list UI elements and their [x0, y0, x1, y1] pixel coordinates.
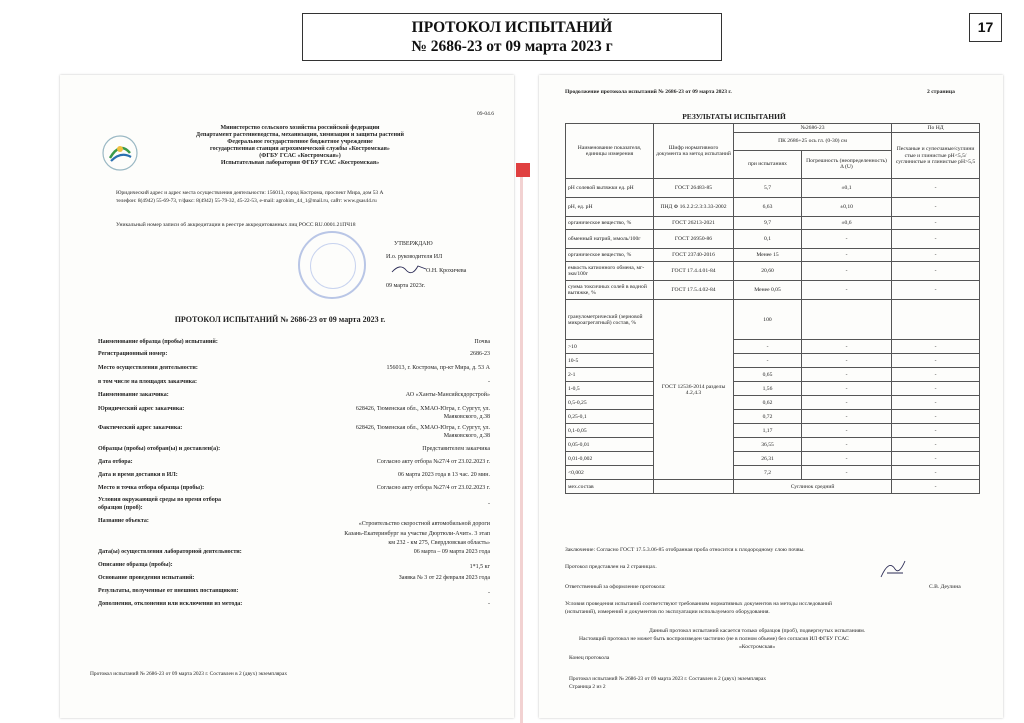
approve-position: И.о. руководителя ИЛ — [386, 254, 443, 260]
table-row — [566, 452, 980, 466]
red-accent-line — [520, 177, 523, 723]
cell-error: - — [802, 466, 892, 480]
page1-footer: Протокол испытаний № 2686-23 от 09 марта 2023 г. Составлен в 2 (двух) экземплярах — [90, 671, 288, 677]
cell-name: 10-5 — [566, 354, 654, 368]
cell-norm: - — [892, 466, 980, 480]
results-title: РЕЗУЛЬТАТЫ ИСПЫТАНИЙ — [682, 112, 786, 121]
cell-norm: - — [892, 438, 980, 452]
page2-footer: Протокол испытаний № 2686-23 от 09 марта 2023 г. Составлен в 2 (двух) экземплярах — [569, 676, 767, 682]
field-value: Заявка № 3 от 22 февраля 2023 года — [398, 575, 490, 581]
cell-name: органическое вещество, % — [566, 217, 654, 230]
cell-error: ±0,6 — [802, 217, 892, 230]
cell-result: - — [734, 354, 802, 368]
cell-name: 1-0,5 — [566, 382, 654, 396]
responsible-signature-icon — [875, 555, 911, 583]
th-result: при испытаниях — [734, 150, 802, 179]
continuation-header: Продолжение протокола испытаний № 2686-23 от 09 марта 2023 г. — [565, 89, 732, 95]
cell-norm: - — [892, 382, 980, 396]
field-value: АО «Ханты-Мансийскдорстрой» — [405, 392, 490, 398]
cell-result: 0,62 — [734, 396, 802, 410]
slide-title-line2: № 2686-23 от 09 марта 2023 г — [411, 38, 613, 55]
org-line-6: Испытательная лаборатория ФГБУ ГСАС «Костромская» — [220, 160, 380, 166]
table-row — [566, 480, 980, 494]
table-row — [566, 300, 980, 340]
field-value: Согласно акту отбора №27/4 от 23.02.2023 г. — [376, 459, 490, 465]
table-header-row — [566, 124, 980, 133]
cell-result: 7,2 — [734, 466, 802, 480]
table-row — [566, 368, 980, 382]
form-code: 09-04.6 — [477, 111, 494, 117]
cell-error: - — [802, 368, 892, 382]
field-label: Регистрационный номер: — [98, 351, 168, 357]
field-label: Дата и время доставки в ИЛ: — [98, 472, 178, 478]
field-label: Юридический адрес заказчика: — [98, 406, 185, 412]
page2-page-count: Страница 2 из 2 — [569, 684, 606, 690]
field-label: Место осуществления деятельности: — [98, 365, 198, 371]
field-value: - — [488, 501, 490, 507]
cell-method: ПНД Ф 16.2.2:2.3:3.33-2002 — [654, 198, 734, 217]
cell-name: 2-1 — [566, 368, 654, 382]
protocol-page-2 — [539, 75, 1003, 718]
field-value: 06 марта – 09 марта 2023 года — [413, 549, 490, 555]
cell-norm — [892, 300, 980, 340]
field-label: Название объекта: — [98, 518, 149, 524]
cell-norm: - — [892, 249, 980, 262]
approve-date: 09 марта 2023г. — [386, 283, 425, 289]
field-label: Основание проведения испытаний: — [98, 575, 195, 581]
cell-name: 0,5-0,25 — [566, 396, 654, 410]
table-row — [566, 354, 980, 368]
table-row — [566, 198, 980, 217]
cell-norm: - — [892, 281, 980, 300]
cell-name: <0,002 — [566, 466, 654, 480]
table-row — [566, 217, 980, 230]
cell-error: ±0,10 — [802, 198, 892, 217]
table-row — [566, 438, 980, 452]
field-value: 1*1,5 кг — [469, 564, 490, 570]
field-label: Место и точка отбора образца (пробы): — [98, 485, 205, 491]
cell-name: 0,05-0,01 — [566, 438, 654, 452]
cell-result: 1,56 — [734, 382, 802, 396]
cell-error: - — [802, 262, 892, 281]
cell-error: - — [802, 249, 892, 262]
cell-error: ±0,1 — [802, 179, 892, 198]
table-row — [566, 249, 980, 262]
th-method: Шифр нормативного документа на метод испытаний — [654, 124, 734, 179]
th-norm: Песчаные и супесчаные/суглини стые и глинистые pH<5,5/суглинистые и глинистые pH>5,5 — [892, 133, 980, 179]
field-label: Дата отбора: — [98, 459, 133, 465]
table-row — [566, 230, 980, 249]
conditions-line-1: Условия проведения испытаний соответствуют требованиям нормативных документов на методы исследований — [565, 601, 832, 607]
cell-norm: - — [892, 396, 980, 410]
cell-name: обменный натрий, ммоль/100г — [566, 230, 654, 249]
table-row — [566, 396, 980, 410]
cell-norm: - — [892, 262, 980, 281]
cell-error: - — [802, 396, 892, 410]
cell-error: - — [802, 230, 892, 249]
cell-error — [802, 300, 892, 340]
field-value-cont: Казань-Екатеринбург на участке Дюртюли-Ачит». 3 этап — [344, 531, 490, 537]
cell-norm: - — [892, 480, 980, 494]
cell-name: pH солевой вытяжки ед. pH — [566, 179, 654, 198]
cell-result: 36,55 — [734, 438, 802, 452]
cell-name: 0,01-0,002 — [566, 452, 654, 466]
cell-result: 26,31 — [734, 452, 802, 466]
field-value-cont: Маяковского, д.38 — [443, 433, 490, 439]
page-label: 2 страница — [927, 89, 955, 95]
cell-error: - — [802, 410, 892, 424]
cell-name: сумма токсичных солей в водной вытяжке, % — [566, 281, 654, 300]
cell-name: мех.состав — [566, 480, 654, 494]
cell-name: органическое вещество, % — [566, 249, 654, 262]
field-label: Результаты, полученные от внешних поставщиков: — [98, 588, 239, 594]
cell-result: 0,1 — [734, 230, 802, 249]
cell-norm: - — [892, 424, 980, 438]
field-value: «Строительство скоростной автомобильной дороги — [358, 521, 490, 527]
cell-error: - — [802, 424, 892, 438]
agro-emblem-icon — [100, 133, 140, 173]
protocol-page-1 — [60, 75, 514, 718]
field-value: Представителем заказчика — [422, 446, 490, 452]
cell-norm: - — [892, 179, 980, 198]
cell-method: ГОСТ 17.5.4.02-84 — [654, 281, 734, 300]
field-label: Образцы (пробы) отобран(ы) и доставлен(а): — [98, 446, 221, 452]
org-line-1: Министерство сельского хозяйства российской федерации — [220, 125, 380, 131]
cell-name: pH, ед. pH — [566, 198, 654, 217]
cell-result: 0,72 — [734, 410, 802, 424]
responsible-label: Ответственный за оформление протокола: — [565, 584, 666, 590]
th-norm-group: По НД — [892, 124, 980, 133]
legal-address: Юридический адрес и адрес места осуществления деятельности: 156013, город Кострома, проспект Мира, дом 53 А — [116, 190, 384, 196]
org-line-3: Федеральное государственное бюджетное учреждение — [227, 139, 373, 145]
approve-name: О.Н. Крохичева — [426, 268, 467, 274]
cell-name: емкость катионного обмена, мг-экв/100г — [566, 262, 654, 281]
th-number: №2686-23 — [734, 124, 892, 133]
org-line-4: государственная станция агрохимической службы «Костромская» — [210, 146, 390, 152]
field-label: Фактический адрес заказчика: — [98, 425, 183, 431]
field-value: 628426, Тюменская обл., ХМАО-Югра, г. Сургут, ул. — [355, 406, 490, 412]
field-label: Описание образца (пробы): — [98, 562, 173, 568]
cell-name: гранулометрический (зерновой микроагрегатный) состав, % — [566, 300, 654, 340]
th-name: Наименование показателя, единицы измерения — [566, 124, 654, 179]
slide-title-line1: ПРОТОКОЛ ИСПЫТАНИЙ — [411, 19, 613, 36]
field-value: 156013, г. Кострома, пр-кт Мира, д. 53 А — [386, 365, 490, 371]
approve-label: УТВЕРЖДАЮ — [394, 241, 433, 247]
table-row — [566, 262, 980, 281]
table-row — [566, 424, 980, 438]
cell-error: - — [802, 281, 892, 300]
cell-result: Суглинок средний — [734, 480, 892, 494]
table-row — [566, 281, 980, 300]
field-value-cont: Маяковского, д.38 — [443, 414, 490, 420]
cell-result: - — [734, 340, 802, 354]
contacts: телефон: 8(4942) 55-69-73, т/факс: 8(4942) 55-79-32, 45-22-53, e-mail: agrohim_44_1@mail.ru, сайт: www.gsas44.ru — [116, 198, 377, 204]
cell-error: - — [802, 340, 892, 354]
lab-seal-stamp — [298, 231, 366, 299]
field-label: Условия окружающей среды во время отбора — [98, 497, 222, 503]
cell-name: >10 — [566, 340, 654, 354]
table-row — [566, 382, 980, 396]
note-line-3: «Костромская» — [739, 644, 776, 650]
table-row — [566, 410, 980, 424]
field-label-cont: образцов (проб): — [98, 505, 143, 511]
cell-result: 1,17 — [734, 424, 802, 438]
cell-error: - — [802, 438, 892, 452]
cell-norm: - — [892, 230, 980, 249]
cell-method: ГОСТ 26483-85 — [654, 179, 734, 198]
cell-method: ГОСТ 26213-2021 — [654, 217, 734, 230]
cell-method: ГОСТ 26950-86 — [654, 230, 734, 249]
cell-name: 0,25-0,1 — [566, 410, 654, 424]
protocol-title: ПРОТОКОЛ ИСПЫТАНИЙ № 2686-23 от 09 марта 2023 г. — [174, 315, 386, 324]
cell-method: ГОСТ 12536-2014 разделы 4.2,4.3 — [654, 300, 734, 480]
cell-result: 9,7 — [734, 217, 802, 230]
field-value: Почва — [474, 339, 490, 345]
field-label: Наименование образца (пробы) испытаний: — [98, 339, 218, 345]
field-value: - — [488, 601, 490, 607]
cell-result: 100 — [734, 300, 802, 340]
cell-norm: - — [892, 198, 980, 217]
cell-method: ГОСТ 23740-2016 — [654, 249, 734, 262]
th-pk: ПК 2686+25 ось гл. (0-30) см — [734, 133, 892, 150]
responsible-name: С.В. Деулина — [929, 584, 961, 590]
table-row — [566, 466, 980, 480]
cell-result: 0,65 — [734, 368, 802, 382]
end-of-protocol: Конец протокола — [569, 655, 610, 661]
conditions-line-2: (испытаний), измерений и документов по эксплуатации используемого оборудования. — [565, 609, 770, 615]
cell-norm: - — [892, 340, 980, 354]
field-label: в том числе на площадях заказчика: — [98, 379, 198, 385]
note-line-1: Данный протокол испытаний касается только образцов (проб), подвергнутых испытаниям. — [649, 628, 866, 634]
th-error: Погрешность (неопределенность) Δ (U) — [802, 150, 892, 179]
cell-error: - — [802, 382, 892, 396]
slide-title-box — [302, 13, 722, 61]
cell-norm: - — [892, 410, 980, 424]
field-label: Дополнения, отклонения или исключения из метода: — [98, 601, 243, 607]
slide-page-number: 17 — [969, 13, 1002, 42]
field-label: Дата(ы) осуществления лабораторной деятельности: — [98, 549, 242, 555]
cell-norm: - — [892, 452, 980, 466]
org-line-2: Департамент растениеводства, механизации, химизации и защиты растений — [196, 132, 404, 138]
cell-method: ГОСТ 17.4.4.01-84 — [654, 262, 734, 281]
note-line-2: Настоящий протокол не может быть воспроизведен частично (не в полном объеме) без согласия ИЛ ФГБУ ГСАС — [579, 636, 849, 642]
conclusion-text: Заключение: Согласно ГОСТ 17.5.3.06-85 отобранная проба относится к плодородному слою почвы. — [565, 547, 805, 553]
table-row — [566, 340, 980, 354]
org-line-5: (ФГБУ ГСАС «Костромская») — [259, 153, 341, 159]
cell-error: - — [802, 452, 892, 466]
cell-result: 5,7 — [734, 179, 802, 198]
cell-result: Менее 0,05 — [734, 281, 802, 300]
cell-result: Менее 15 — [734, 249, 802, 262]
accreditation-number: Уникальный номер записи об аккредитации в реестре аккредитованных лиц РОСС RU.0001.21ПЧ18 — [116, 222, 356, 228]
field-label: Наименование заказчика: — [98, 392, 169, 398]
approver-signature-icon — [390, 261, 430, 275]
field-value: Согласно акту отбора №27/4 от 23.02.2023 г. — [376, 485, 490, 491]
field-value: - — [488, 379, 490, 385]
table-row — [566, 179, 980, 198]
field-value-cont: км 232 - км 275, Свердловская область» — [388, 540, 490, 546]
cell-norm: - — [892, 354, 980, 368]
field-value: 06 марта 2023 года в 13 час. 20 мин. — [398, 472, 490, 478]
field-value: 628426, Тюменская обл., ХМАО-Югра, г. Сургут, ул. — [355, 425, 490, 431]
cell-norm: - — [892, 217, 980, 230]
cell-result: 6,63 — [734, 198, 802, 217]
results-table — [565, 123, 980, 494]
field-value: - — [488, 590, 490, 596]
cell-result: 20,60 — [734, 262, 802, 281]
pages-note: Протокол представлен на 2 страницах. — [565, 564, 657, 570]
red-accent-mark — [516, 163, 530, 177]
cell-name: 0,1-0,05 — [566, 424, 654, 438]
cell-norm: - — [892, 368, 980, 382]
cell-error: - — [802, 354, 892, 368]
field-value: 2686-23 — [470, 351, 490, 357]
